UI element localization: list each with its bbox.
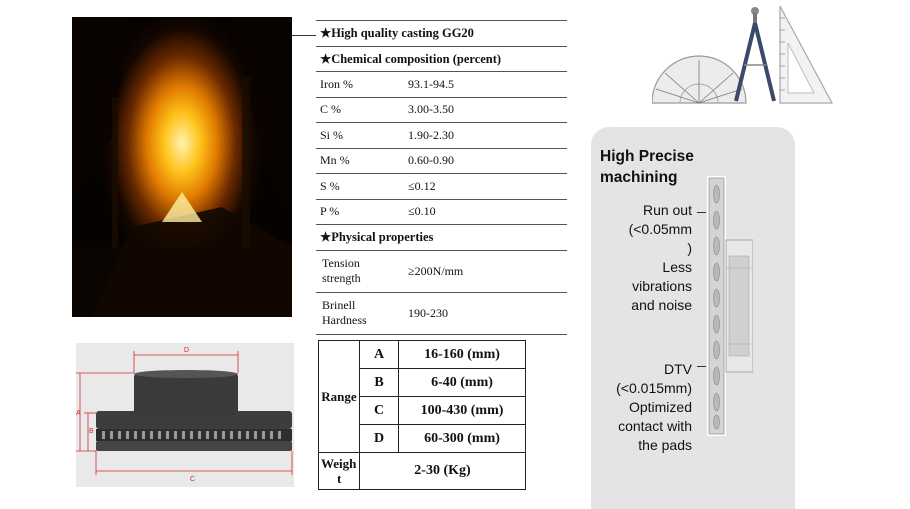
machining-title-line1: High Precise — [600, 148, 694, 165]
dtv-callout-line — [697, 366, 706, 367]
table-row — [316, 292, 567, 334]
dimension-value: 16-160 (mm) — [399, 341, 526, 369]
dim-label-b: B — [89, 428, 94, 435]
runout-line: ) — [687, 240, 692, 256]
physical-properties-title: ★Physical properties — [316, 225, 567, 251]
dtv-line: contact with — [618, 418, 692, 434]
property-name-line2: Hardness — [322, 313, 367, 327]
element-name: Iron % — [316, 72, 404, 98]
properties-table — [316, 20, 567, 335]
dimension-letter: A — [360, 341, 399, 369]
runout-line: and noise — [631, 297, 692, 313]
disc-side-view — [707, 176, 753, 436]
chemical-composition-title: ★Chemical composition (percent) — [316, 46, 567, 72]
runout-line: (<0.05mm — [628, 221, 692, 237]
furnace-casting-photo — [72, 17, 292, 317]
table-row — [316, 97, 567, 123]
chemical-title-row — [316, 46, 567, 72]
dim-label-d: D — [184, 347, 190, 354]
element-name: P % — [316, 199, 404, 225]
runout-line: Less — [662, 259, 692, 275]
disc-hat — [134, 373, 238, 415]
machining-title — [600, 146, 694, 188]
dimension-letter: C — [360, 397, 399, 425]
physical-title-row — [316, 225, 567, 251]
property-name-line1: Tension — [322, 256, 360, 270]
element-name: Si % — [316, 123, 404, 149]
element-name: C % — [316, 97, 404, 123]
table-row — [319, 341, 526, 369]
property-name-line1: Brinell — [322, 298, 356, 312]
element-value: 0.60-0.90 — [404, 148, 567, 174]
property-name-line2: strength — [322, 271, 361, 285]
weight-row — [319, 453, 526, 490]
machining-title-line2: machining — [600, 169, 678, 186]
casting-title-row — [316, 21, 567, 47]
element-value: 3.00-3.50 — [404, 97, 567, 123]
element-value: ≤0.12 — [404, 174, 567, 200]
brake-disc-dimension-drawing — [76, 343, 294, 487]
runout-callout-line — [697, 212, 706, 213]
protractor-compass-triangle-icon — [652, 3, 780, 108]
dtv-line: the pads — [638, 437, 692, 453]
weight-value: 2-30 (Kg) — [360, 453, 526, 490]
element-value: 1.90-2.30 — [404, 123, 567, 149]
element-name: S % — [316, 174, 404, 200]
range-table — [318, 340, 526, 490]
weight-label-line1: Weigh — [321, 456, 357, 471]
weight-label-line2: t — [337, 471, 342, 486]
table-row — [316, 250, 567, 292]
property-name — [316, 250, 404, 292]
leader-line — [292, 35, 316, 36]
element-value: 93.1-94.5 — [404, 72, 567, 98]
dim-label-a: A — [76, 410, 81, 417]
dtv-line: DTV — [664, 361, 692, 377]
property-value: ≥200N/mm — [404, 250, 567, 292]
dimension-value: 100-430 (mm) — [399, 397, 526, 425]
casting-title: ★High quality casting GG20 — [316, 21, 567, 47]
runout-caption — [598, 201, 692, 315]
dtv-line: (<0.015mm) — [616, 380, 692, 396]
element-value: ≤0.10 — [404, 199, 567, 225]
runout-line: Run out — [642, 202, 692, 218]
table-row — [316, 148, 567, 174]
element-name: Mn % — [316, 148, 404, 174]
runout-line: vibrations — [632, 278, 692, 294]
weight-label — [319, 453, 360, 490]
property-name — [316, 292, 404, 334]
range-label: Range — [319, 341, 360, 453]
dim-label-c: C — [190, 476, 196, 483]
dimension-value: 6-40 (mm) — [399, 369, 526, 397]
table-row — [316, 123, 567, 149]
dtv-line: Optimized — [628, 399, 692, 415]
table-row — [316, 72, 567, 98]
table-row — [316, 199, 567, 225]
disc-bottom-face — [96, 441, 292, 451]
dtv-caption — [596, 360, 692, 455]
table-row — [316, 174, 567, 200]
dimension-letter: D — [360, 425, 399, 453]
dimension-value: 60-300 (mm) — [399, 425, 526, 453]
property-value: 190-230 — [404, 292, 567, 334]
dimension-letter: B — [360, 369, 399, 397]
